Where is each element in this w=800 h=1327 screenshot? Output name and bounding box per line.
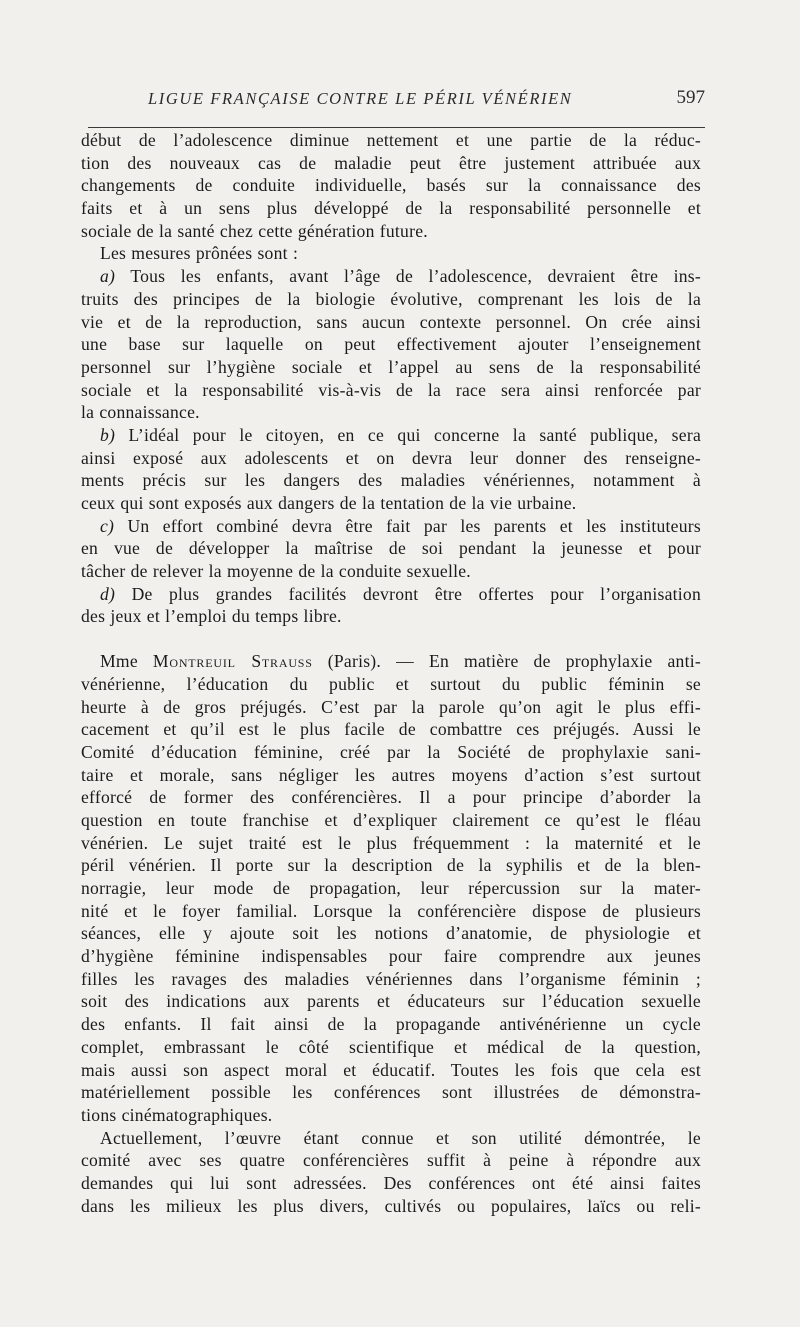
- text-line: personnel sur l’hygiène sociale et l’appel au sens de la responsabilité: [81, 356, 701, 377]
- header-rule: [88, 127, 705, 128]
- text-line: changements de conduite individuelle, basés sur la connaissance des: [81, 175, 701, 196]
- text-line: vénérien. Le sujet traité est le plus fréquemment : la maternité et le: [81, 832, 701, 853]
- text-line: ceux qui sont exposés aux dangers de la tentation de la vie urbaine.: [81, 493, 577, 513]
- text-line: sociale de la santé chez cette génération future.: [81, 220, 428, 241]
- text-line: des enfants. Il fait ainsi de la propagande antivénérienne un cycle: [81, 1014, 701, 1035]
- text-line: Comité d’éducation féminine, créé par la Société de prophylaxie sani-: [81, 741, 701, 762]
- text-line: demandes qui lui sont adressées. Des conférences ont été ainsi faites: [81, 1172, 701, 1193]
- text-line: vie et de la reproduction, sans aucun contexte personnel. On crée ainsi: [81, 311, 701, 332]
- text-line: taire et morale, sans négliger les autres moyens d’action s’est surtout: [81, 764, 701, 785]
- text-line: nité et le foyer familial. Lorsque la conférencière dispose de plusieurs: [81, 900, 701, 921]
- text-line: dans les milieux les plus divers, cultivés ou populaires, laïcs ou reli-: [81, 1195, 701, 1216]
- list-marker: d): [100, 583, 116, 604]
- list-item-c-first-line: [81, 515, 701, 538]
- text-run: De plus grandes facilités devront être offertes pour l’organisation: [115, 583, 701, 604]
- text-line: ainsi exposé aux adolescents et on devra leur donner des renseigne-: [81, 447, 701, 468]
- text-run: Un effort combiné devra être fait par les parents et les instituteurs: [114, 515, 701, 536]
- list-marker: c): [100, 515, 115, 536]
- text-line: début de l’adolescence diminue nettement et une partie de la réduc-: [81, 130, 701, 150]
- text-line: vénérienne, l’éducation du public et surtout du public féminin se: [81, 673, 701, 694]
- text-line: complet, embrassant le côté scientifique et médical de la question,: [81, 1036, 701, 1057]
- text-line: séances, elle y ajoute soit les notions d’anatomie, de physiologie et: [81, 923, 701, 944]
- text-line: heurte à de gros préjugés. C’est par la parole qu’on agit le plus effi-: [81, 696, 701, 717]
- speaker-name: Montreuil Strauss: [152, 651, 313, 672]
- page-number: 597: [676, 87, 705, 108]
- text-line: soit des indications aux parents et éducateurs sur l’éducation sexuelle: [81, 991, 701, 1012]
- running-head: [90, 89, 705, 119]
- text-line: Actuellement, l’œuvre étant connue et son utilité démontrée, le: [100, 1127, 701, 1148]
- text-line: matériellement possible les conférences sont illustrées de démonstra-: [81, 1082, 701, 1103]
- text-line: Les mesures prônées sont :: [100, 243, 299, 264]
- body-text: [81, 129, 701, 1217]
- text-line: la connaissance.: [81, 402, 200, 423]
- section-gap: [81, 628, 701, 650]
- text-line: des jeux et l’emploi du temps libre.: [81, 606, 342, 627]
- text-line: cacement et qu’il est le plus facile de combattre ces préjugés. Aussi le: [81, 719, 701, 740]
- text-line: efforcé de former des conférencières. Il a pour principe d’aborder la: [81, 787, 701, 808]
- text-line: une base sur laquelle on peut effectivement ajouter l’enseignement: [81, 334, 701, 355]
- text-line: norragie, leur mode de propagation, leur répercussion sur la mater-: [81, 878, 701, 898]
- speaker-title: Mme: [100, 651, 153, 672]
- text-run: (Paris). — En matière de prophylaxie anti-: [312, 651, 701, 672]
- text-line: faits et à un sens plus développé de la responsabilité personnelle et: [81, 198, 701, 219]
- text-run: L’idéal pour le citoyen, en ce qui concerne la santé publique, sera: [115, 424, 701, 445]
- text-line: tâcher de relever la moyenne de la conduite sexuelle.: [81, 561, 471, 582]
- list-item-a-first-line: [81, 265, 701, 288]
- text-line: péril vénérien. Il porte sur la description de la syphilis et de la blen-: [81, 855, 701, 876]
- text-line: sociale et la responsabilité vis-à-vis de la race sera ainsi renforcée par: [81, 379, 701, 400]
- text-line: tion des nouveaux cas de maladie peut être justement attribuée aux: [81, 152, 701, 173]
- list-marker: a): [100, 266, 116, 287]
- text-line: ments précis sur les dangers des maladies vénériennes, notamment à: [81, 470, 701, 491]
- text-line: question en toute franchise et d’expliquer clairement ce qu’est le fléau: [81, 809, 701, 830]
- speaker-line: [81, 650, 701, 673]
- text-line: tions cinématographiques.: [81, 1104, 273, 1125]
- text-line: en vue de développer la maîtrise de soi pendant la jeunesse et pour: [81, 538, 701, 559]
- text-run: Tous les enfants, avant l’âge de l’adolescence, devraient être ins-: [115, 266, 701, 287]
- text-line: filles les ravages des maladies vénériennes dans l’organisme féminin ;: [81, 968, 701, 989]
- running-title: LIGUE FRANÇAISE CONTRE LE PÉRIL VÉNÉRIEN: [148, 89, 573, 108]
- list-item-b-first-line: [81, 424, 701, 447]
- list-item-d-first-line: [81, 583, 701, 606]
- text-line: truits des principes de la biologie évolutive, comprenant les lois de la: [81, 288, 701, 309]
- text-line: comité avec ses quatre conférencières suffit à peine à répondre aux: [81, 1150, 701, 1171]
- text-line: d’hygiène féminine indispensables pour faire comprendre aux jeunes: [81, 946, 701, 967]
- text-line: mais aussi son aspect moral et éducatif. Toutes les fois que cela est: [81, 1059, 701, 1080]
- list-marker: b): [100, 424, 116, 445]
